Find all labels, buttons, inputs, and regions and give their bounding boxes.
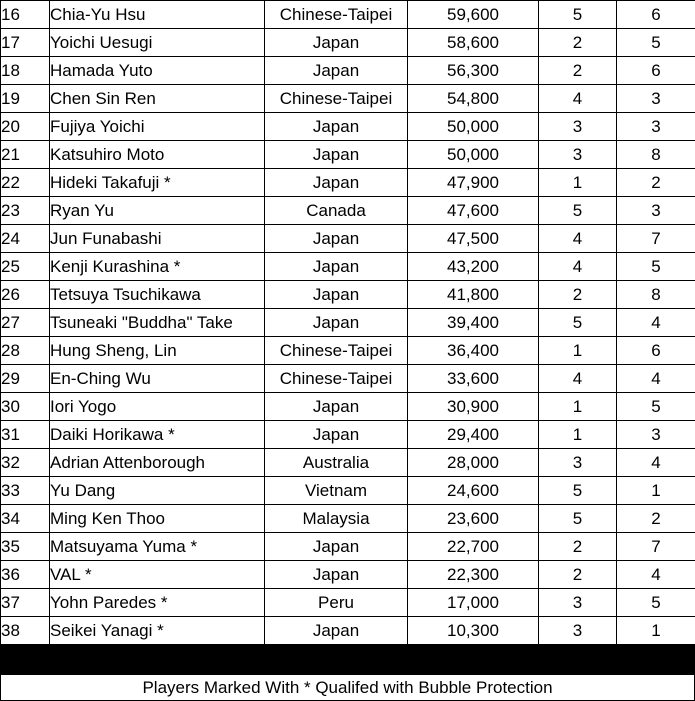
table-row (1, 477, 695, 505)
column-6-cell: 3 (617, 197, 695, 225)
player-name-cell: Iori Yogo (50, 393, 265, 421)
player-name-cell: Hung Sheng, Lin (50, 337, 265, 365)
column-5-cell: 4 (539, 225, 617, 253)
rank-cell: 36 (1, 561, 50, 589)
chip-count-cell: 30,900 (408, 393, 539, 421)
column-5-cell: 3 (539, 113, 617, 141)
column-5-cell: 4 (539, 85, 617, 113)
table-row (1, 29, 695, 57)
chip-count-cell: 24,600 (408, 477, 539, 505)
chip-count-cell: 36,400 (408, 337, 539, 365)
column-6-cell: 2 (617, 169, 695, 197)
chip-count-cell: 47,500 (408, 225, 539, 253)
player-name-cell: Chia-Yu Hsu (50, 1, 265, 29)
table-row (1, 225, 695, 253)
column-6-cell: 2 (617, 505, 695, 533)
chip-count-cell: 41,800 (408, 281, 539, 309)
rank-cell: 19 (1, 85, 50, 113)
rank-cell: 26 (1, 281, 50, 309)
rank-cell: 25 (1, 253, 50, 281)
country-cell: Vietnam (265, 477, 408, 505)
player-name-cell: Tsuneaki "Buddha" Take (50, 309, 265, 337)
country-cell: Japan (265, 617, 408, 645)
player-name-cell: VAL * (50, 561, 265, 589)
column-5-cell: 1 (539, 393, 617, 421)
table-row (1, 85, 695, 113)
player-name-cell: Chen Sin Ren (50, 85, 265, 113)
chip-count-cell: 22,700 (408, 533, 539, 561)
table-row (1, 281, 695, 309)
rank-cell: 27 (1, 309, 50, 337)
player-name-cell: Ming Ken Thoo (50, 505, 265, 533)
column-6-cell: 6 (617, 57, 695, 85)
column-6-cell: 7 (617, 225, 695, 253)
chip-count-cell: 58,600 (408, 29, 539, 57)
chip-count-cell: 47,600 (408, 197, 539, 225)
column-6-cell: 5 (617, 29, 695, 57)
rank-cell: 31 (1, 421, 50, 449)
country-cell: Japan (265, 169, 408, 197)
player-name-cell: Jun Funabashi (50, 225, 265, 253)
player-name-cell: Fujiya Yoichi (50, 113, 265, 141)
rank-cell: 17 (1, 29, 50, 57)
chip-count-cell: 10,300 (408, 617, 539, 645)
column-6-cell: 6 (617, 337, 695, 365)
player-name-cell: Adrian Attenborough (50, 449, 265, 477)
chip-count-cell: 54,800 (408, 85, 539, 113)
player-name-cell: Katsuhiro Moto (50, 141, 265, 169)
column-6-cell: 3 (617, 113, 695, 141)
column-6-cell: 4 (617, 309, 695, 337)
column-6-cell: 3 (617, 421, 695, 449)
rank-cell: 32 (1, 449, 50, 477)
rank-cell: 33 (1, 477, 50, 505)
black-separator-bar (0, 645, 695, 674)
country-cell: Canada (265, 197, 408, 225)
chip-count-cell: 17,000 (408, 589, 539, 617)
column-6-cell: 5 (617, 253, 695, 281)
player-name-cell: Hideki Takafuji * (50, 169, 265, 197)
table-row (1, 589, 695, 617)
country-cell: Japan (265, 533, 408, 561)
rank-cell: 16 (1, 1, 50, 29)
table-row (1, 309, 695, 337)
player-name-cell: En-Ching Wu (50, 365, 265, 393)
rank-cell: 28 (1, 337, 50, 365)
column-6-cell: 8 (617, 281, 695, 309)
column-5-cell: 1 (539, 337, 617, 365)
column-5-cell: 3 (539, 449, 617, 477)
table-row (1, 365, 695, 393)
column-6-cell: 1 (617, 477, 695, 505)
player-name-cell: Yu Dang (50, 477, 265, 505)
column-5-cell: 5 (539, 477, 617, 505)
table-row (1, 533, 695, 561)
column-6-cell: 3 (617, 85, 695, 113)
country-cell: Chinese-Taipei (265, 337, 408, 365)
table-row (1, 141, 695, 169)
chip-count-cell: 33,600 (408, 365, 539, 393)
column-5-cell: 2 (539, 561, 617, 589)
country-cell: Chinese-Taipei (265, 1, 408, 29)
table-row (1, 617, 695, 645)
country-cell: Chinese-Taipei (265, 85, 408, 113)
table-row (1, 253, 695, 281)
player-name-cell: Hamada Yuto (50, 57, 265, 85)
country-cell: Japan (265, 309, 408, 337)
column-5-cell: 4 (539, 365, 617, 393)
table-row (1, 561, 695, 589)
column-6-cell: 4 (617, 561, 695, 589)
rank-cell: 20 (1, 113, 50, 141)
country-cell: Japan (265, 421, 408, 449)
column-5-cell: 5 (539, 197, 617, 225)
country-cell: Japan (265, 141, 408, 169)
country-cell: Japan (265, 57, 408, 85)
chip-count-cell: 50,000 (408, 113, 539, 141)
table-row (1, 337, 695, 365)
column-5-cell: 5 (539, 309, 617, 337)
column-5-cell: 5 (539, 1, 617, 29)
chip-count-cell: 39,400 (408, 309, 539, 337)
table-row (1, 393, 695, 421)
country-cell: Australia (265, 449, 408, 477)
country-cell: Japan (265, 29, 408, 57)
chip-count-cell: 22,300 (408, 561, 539, 589)
player-name-cell: Matsuyama Yuma * (50, 533, 265, 561)
rank-cell: 35 (1, 533, 50, 561)
player-name-cell: Daiki Horikawa * (50, 421, 265, 449)
column-5-cell: 5 (539, 505, 617, 533)
column-5-cell: 2 (539, 281, 617, 309)
country-cell: Japan (265, 113, 408, 141)
column-6-cell: 4 (617, 449, 695, 477)
rank-cell: 18 (1, 57, 50, 85)
chip-count-cell: 28,000 (408, 449, 539, 477)
column-6-cell: 8 (617, 141, 695, 169)
column-5-cell: 2 (539, 57, 617, 85)
table-row (1, 421, 695, 449)
column-6-cell: 7 (617, 533, 695, 561)
rank-cell: 29 (1, 365, 50, 393)
chip-count-cell: 56,300 (408, 57, 539, 85)
rank-cell: 38 (1, 617, 50, 645)
column-5-cell: 2 (539, 533, 617, 561)
rank-cell: 22 (1, 169, 50, 197)
table-row (1, 169, 695, 197)
player-name-cell: Yohn Paredes * (50, 589, 265, 617)
player-name-cell: Yoichi Uesugi (50, 29, 265, 57)
chip-count-cell: 50,000 (408, 141, 539, 169)
rank-cell: 23 (1, 197, 50, 225)
column-6-cell: 5 (617, 589, 695, 617)
table-row (1, 113, 695, 141)
table-row (1, 505, 695, 533)
chip-count-cell: 43,200 (408, 253, 539, 281)
rank-cell: 21 (1, 141, 50, 169)
standings-body (1, 1, 695, 645)
player-name-cell: Tetsuya Tsuchikawa (50, 281, 265, 309)
rank-cell: 37 (1, 589, 50, 617)
footer-note: Players Marked With * Qualifed with Bubble Protection (0, 674, 695, 701)
country-cell: Japan (265, 225, 408, 253)
column-5-cell: 3 (539, 617, 617, 645)
column-6-cell: 6 (617, 1, 695, 29)
table-row (1, 1, 695, 29)
rank-cell: 30 (1, 393, 50, 421)
column-6-cell: 4 (617, 365, 695, 393)
column-5-cell: 1 (539, 421, 617, 449)
country-cell: Japan (265, 253, 408, 281)
table-row (1, 57, 695, 85)
column-5-cell: 1 (539, 169, 617, 197)
chip-count-cell: 29,400 (408, 421, 539, 449)
player-name-cell: Ryan Yu (50, 197, 265, 225)
table-row (1, 197, 695, 225)
country-cell: Peru (265, 589, 408, 617)
country-cell: Chinese-Taipei (265, 365, 408, 393)
country-cell: Malaysia (265, 505, 408, 533)
player-name-cell: Kenji Kurashina * (50, 253, 265, 281)
country-cell: Japan (265, 281, 408, 309)
column-5-cell: 4 (539, 253, 617, 281)
column-5-cell: 2 (539, 29, 617, 57)
chip-count-cell: 47,900 (408, 169, 539, 197)
rank-cell: 34 (1, 505, 50, 533)
rank-cell: 24 (1, 225, 50, 253)
country-cell: Japan (265, 561, 408, 589)
column-6-cell: 1 (617, 617, 695, 645)
column-6-cell: 5 (617, 393, 695, 421)
column-5-cell: 3 (539, 141, 617, 169)
table-row (1, 449, 695, 477)
country-cell: Japan (265, 393, 408, 421)
column-5-cell: 3 (539, 589, 617, 617)
chip-count-cell: 59,600 (408, 1, 539, 29)
chip-count-cell: 23,600 (408, 505, 539, 533)
player-name-cell: Seikei Yanagi * (50, 617, 265, 645)
